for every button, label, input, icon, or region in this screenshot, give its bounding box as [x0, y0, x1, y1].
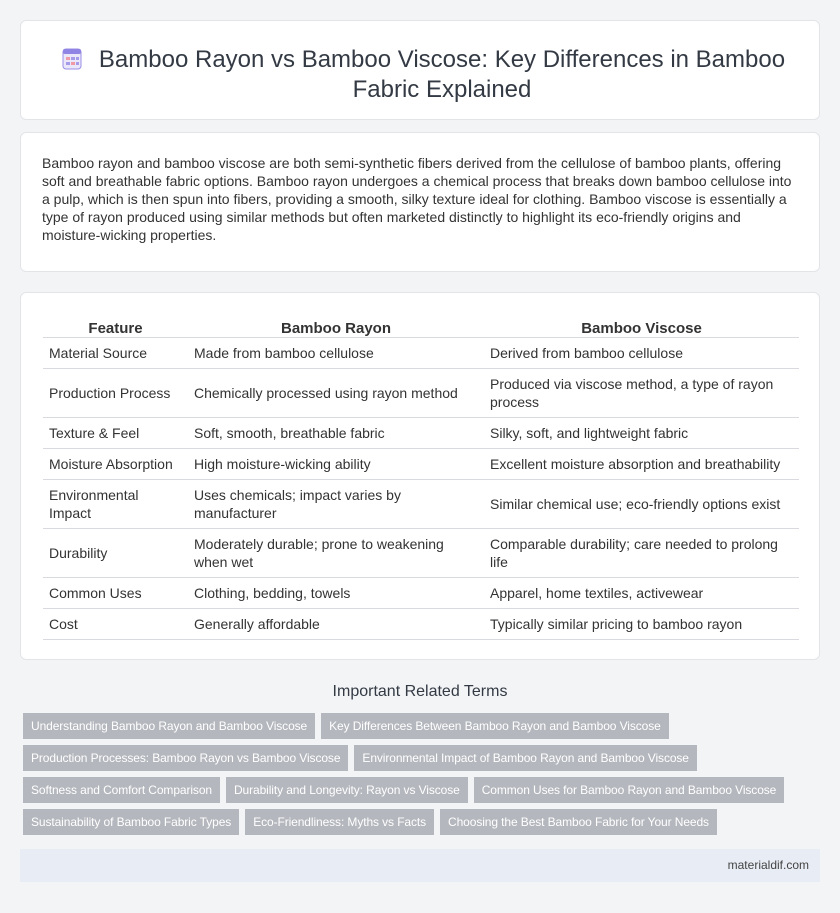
cell-feature: Durability	[43, 528, 188, 577]
intro-paragraph: Bamboo rayon and bamboo viscose are both semi-synthetic fibers derived from the cellulose of bamboo plants, offering soft and breathable fabric options. Bamboo rayon undergoes a chemical process that breaks down bamboo cellulose into a pulp, which is then spun into fibers, providing a smooth, silky texture ideal for clothing. Bamboo viscose is essentially a type of rayon produced using similar methods but often marketed distinctly to highlight its eco-friendly origins and moisture-wicking properties.	[42, 155, 792, 243]
related-term-link[interactable]: Eco-Friendliness: Myths vs Facts	[245, 809, 434, 835]
related-term-link[interactable]: Environmental Impact of Bamboo Rayon and Bamboo Viscose	[354, 745, 696, 771]
cell-feature: Texture & Feel	[43, 417, 188, 448]
footer-site-link[interactable]: materialdif.com	[727, 858, 809, 872]
cell-viscose: Comparable durability; care needed to prolong life	[484, 528, 799, 577]
table-header-row	[43, 315, 799, 337]
title-card	[20, 20, 820, 120]
related-term-link[interactable]: Production Processes: Bamboo Rayon vs Bamboo Viscose	[23, 745, 348, 771]
cell-rayon: Moderately durable; prone to weakening when wet	[188, 528, 484, 577]
related-term-link[interactable]: Durability and Longevity: Rayon vs Viscose	[226, 777, 468, 803]
table-row	[43, 368, 799, 417]
cell-viscose: Silky, soft, and lightweight fabric	[484, 417, 799, 448]
title-wrap	[61, 45, 799, 105]
intro-card	[20, 132, 820, 272]
cell-feature: Material Source	[43, 337, 188, 368]
table-row	[43, 337, 799, 368]
cell-feature: Moisture Absorption	[43, 448, 188, 479]
related-term-link[interactable]: Sustainability of Bamboo Fabric Types	[23, 809, 239, 835]
cell-rayon: High moisture-wicking ability	[188, 448, 484, 479]
table-row	[43, 448, 799, 479]
cell-feature: Environmental Impact	[43, 479, 188, 528]
cell-viscose: Derived from bamboo cellulose	[484, 337, 799, 368]
related-term-link[interactable]: Key Differences Between Bamboo Rayon and Bamboo Viscose	[321, 713, 669, 739]
comparison-table	[43, 315, 799, 640]
cell-viscose: Apparel, home textiles, activewear	[484, 577, 799, 608]
table-row	[43, 577, 799, 608]
cell-rayon: Generally affordable	[188, 608, 484, 639]
cell-feature: Cost	[43, 608, 188, 639]
comparison-table-card	[20, 292, 820, 660]
cell-rayon: Chemically processed using rayon method	[188, 368, 484, 417]
cell-feature: Common Uses	[43, 577, 188, 608]
header-feature: Feature	[43, 315, 188, 337]
header-bamboo-rayon: Bamboo Rayon	[188, 315, 484, 337]
related-terms-list	[23, 713, 803, 835]
footer-bar	[20, 849, 820, 882]
cell-viscose: Excellent moisture absorption and breathability	[484, 448, 799, 479]
cell-viscose: Similar chemical use; eco-friendly options exist	[484, 479, 799, 528]
table-row	[43, 479, 799, 528]
cell-viscose: Typically similar pricing to bamboo rayon	[484, 608, 799, 639]
related-term-link[interactable]: Common Uses for Bamboo Rayon and Bamboo Viscose	[474, 777, 785, 803]
table-row	[43, 528, 799, 577]
cell-rayon: Soft, smooth, breathable fabric	[188, 417, 484, 448]
related-term-link[interactable]: Choosing the Best Bamboo Fabric for Your Needs	[440, 809, 717, 835]
table-row	[43, 417, 799, 448]
header-bamboo-viscose: Bamboo Viscose	[484, 315, 799, 337]
table-row	[43, 608, 799, 639]
related-terms-heading: Important Related Terms	[332, 683, 508, 700]
cell-feature: Production Process	[43, 368, 188, 417]
cell-rayon: Clothing, bedding, towels	[188, 577, 484, 608]
related-term-link[interactable]: Understanding Bamboo Rayon and Bamboo Viscose	[23, 713, 315, 739]
cell-rayon: Made from bamboo cellulose	[188, 337, 484, 368]
cell-viscose: Produced via viscose method, a type of rayon process	[484, 368, 799, 417]
related-term-link[interactable]: Softness and Comfort Comparison	[23, 777, 220, 803]
page-title: Bamboo Rayon vs Bamboo Viscose: Key Differences in Bamboo Fabric Explained	[98, 46, 786, 103]
cell-rayon: Uses chemicals; impact varies by manufacturer	[188, 479, 484, 528]
